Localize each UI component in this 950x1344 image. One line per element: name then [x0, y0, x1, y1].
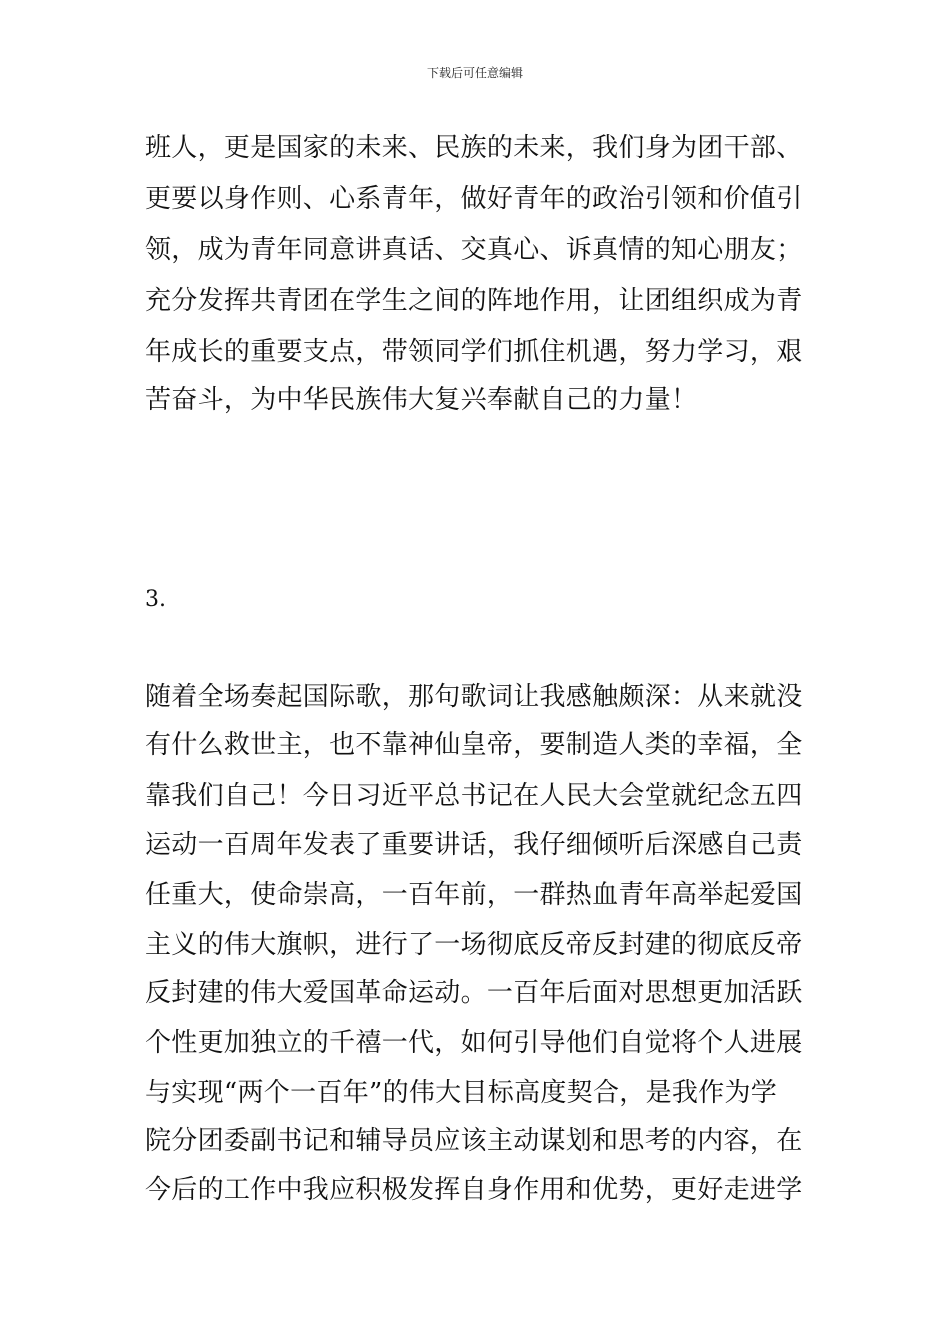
text-line: 与实现“两个一百年”的伟大目标高度契合，是我作为学	[145, 1078, 778, 1108]
text-line: 充分发挥共青团在学生之间的阵地作用，让团组织成为青	[145, 286, 803, 316]
text-line: 班人，更是国家的未来、民族的未来，我们身为团干部、	[145, 133, 803, 163]
text-line: 个性更加独立的千禧一代，如何引导他们自觉将个人进展	[145, 1028, 803, 1058]
text-line: 苦奋斗，为中华民族伟大复兴奉献自己的力量！	[145, 385, 698, 415]
text-line: 更要以身作则、心系青年，做好青年的政治引领和价值引	[145, 184, 803, 214]
text-line: 今后的工作中我应积极发挥自身作用和优势，更好走进学	[145, 1175, 803, 1205]
page-header: 下载后可任意编辑	[426, 66, 523, 80]
text-line: 随着全场奏起国际歌，那句歌词让我感触颇深：从来就没	[145, 682, 803, 712]
text-line: 反封建的伟大爱国革命运动。一百年后面对思想更加活跃	[145, 978, 803, 1008]
text-line: 年成长的重要支点，带领同学们抓住机遇，努力学习，艰	[145, 337, 803, 367]
text-line: 运动一百周年发表了重要讲话，我仔细倾听后深感自己责	[145, 830, 803, 860]
text-line: 靠我们自己！今日习近平总书记在人民大会堂就纪念五四	[145, 781, 803, 811]
text-line: 院分团委副书记和辅导员应该主动谋划和思考的内容，在	[145, 1126, 803, 1156]
section-number: 3.	[145, 587, 166, 612]
text-line: 领，成为青年同意讲真话、交真心、诉真情的知心朋友；	[145, 235, 803, 265]
text-line: 有什么救世主，也不靠神仙皇帝，要制造人类的幸福，全	[145, 730, 803, 760]
text-line: 任重大，使命崇高，一百年前，一群热血青年高举起爱国	[145, 880, 803, 910]
text-line: 主义的伟大旗帜，进行了一场彻底反帝反封建的彻底反帝	[145, 930, 803, 960]
